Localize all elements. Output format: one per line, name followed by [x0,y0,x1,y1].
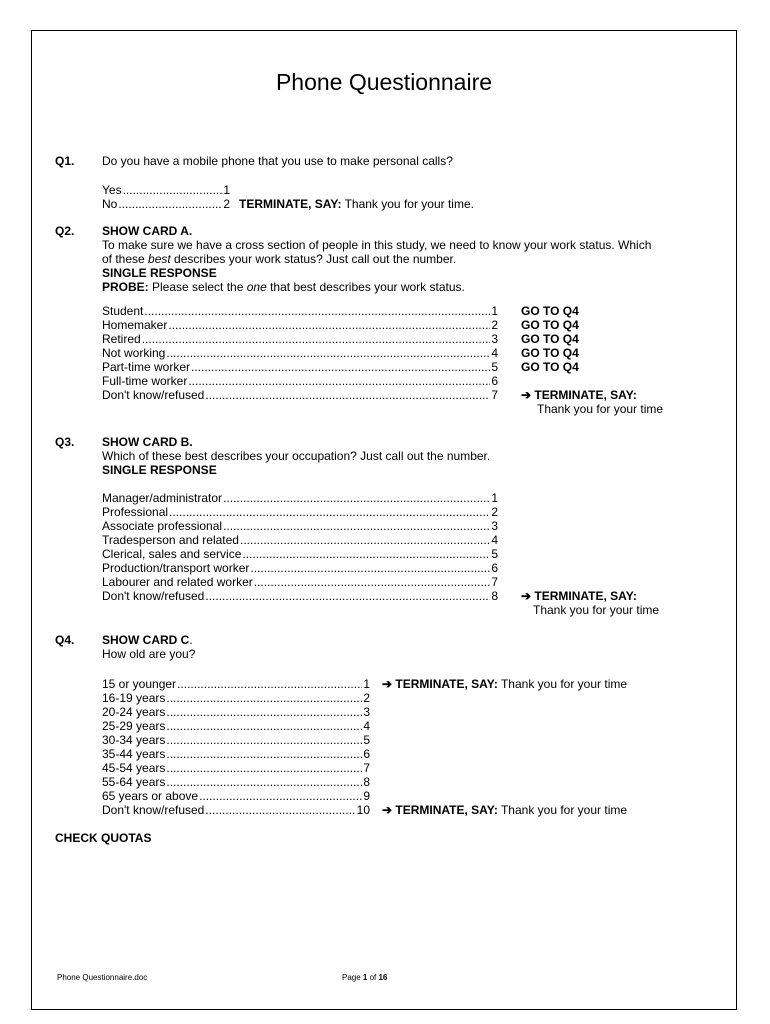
check-quotas-label: CHECK QUOTAS [55,831,152,845]
arrow-right-icon: ➔ [382,677,393,691]
dot-leader [166,719,362,733]
option-label: Yes [102,183,122,197]
option-code: 9 [363,789,370,803]
option-leader [102,561,498,575]
option-code: 6 [491,561,498,575]
option-row [102,491,718,505]
option-code: 8 [363,775,370,789]
option-leader [102,761,370,775]
footer-page-number: Page 1 of 16 [342,973,388,982]
dot-leader [240,533,490,547]
option-label: Don't know/refused [102,803,205,817]
dot-leader [166,705,362,719]
option-code: 6 [363,747,370,761]
option-leader [102,318,498,332]
option-code: 3 [363,705,370,719]
single-response-label: SINGLE RESPONSE [102,463,217,477]
terminate-instruction [521,388,637,402]
option-row [102,761,718,775]
terminate-label: TERMINATE, SAY: [395,677,498,691]
option-leader [102,505,498,519]
dot-leader [205,803,355,817]
question-text: Do you have a mobile phone that you use to make personal calls? [102,154,453,168]
option-label: Homemaker [102,318,168,332]
option-leader [102,705,370,719]
option-code: 1 [223,183,230,197]
option-row [102,547,718,561]
option-leader [102,388,498,402]
question-body [102,154,718,211]
option-label: Student [102,304,144,318]
option-leader [102,374,498,388]
option-leader [102,519,498,533]
dot-leader [205,589,490,603]
show-card-label: SHOW CARD A. [102,224,193,238]
option-code: 7 [363,761,370,775]
option-row [102,775,718,789]
option-label: 16-19 years [102,691,166,705]
option-code: 5 [363,733,370,747]
goto-instruction: GO TO Q4 [521,304,579,318]
option-code: 7 [491,388,498,402]
option-label: 20-24 years [102,705,166,719]
dot-leader [166,733,362,747]
dot-leader [144,304,490,318]
single-response-label: SINGLE RESPONSE [102,266,217,280]
option-label: Full-time worker [102,374,188,388]
option-row [102,705,718,719]
option-leader [102,803,370,817]
option-label: 25-29 years [102,719,166,733]
option-row [102,304,718,318]
option-leader [102,533,498,547]
page-title: Phone Questionnaire [275,69,493,95]
dot-leader [254,575,491,589]
option-leader [102,747,370,761]
option-code: 6 [491,374,498,388]
dot-leader [166,346,490,360]
option-leader [102,775,370,789]
question-number: Q4. [55,633,75,647]
question-text-cont: of these best describes your work status? Just call out the number. [102,252,457,266]
option-code: 2 [363,691,370,705]
option-row [102,589,718,603]
terminate-label: TERMINATE, SAY: [395,803,498,817]
option-code: 1 [363,677,370,691]
option-label: 45-54 years [102,761,166,775]
goto-instruction: GO TO Q4 [521,332,579,346]
option-row [102,677,718,691]
option-row [102,332,718,346]
option-label: Not working [102,346,166,360]
option-row [102,561,718,575]
question-body [102,435,718,617]
option-code: 1 [491,304,498,318]
option-label: Associate professional [102,519,223,533]
option-code: 5 [491,547,498,561]
option-leader [102,677,370,691]
dot-leader [166,775,362,789]
option-code: 2 [491,318,498,332]
option-label: Don't know/refused [102,589,205,603]
option-leader [102,360,498,374]
dot-leader [191,360,490,374]
thanks-text: Thank you for your time [537,402,664,416]
option-leader [102,589,498,603]
option-code: 4 [363,719,370,733]
show-card-label: SHOW CARD C. [102,633,193,647]
arrow-right-icon: ➔ [382,803,393,817]
thanks-text: Thank you for your time [497,803,628,817]
option-leader [102,547,498,561]
option-code: 3 [491,519,498,533]
dot-leader [177,677,362,691]
option-row [102,505,718,519]
option-leader [102,575,498,589]
option-row [102,803,718,817]
option-leader [102,691,370,705]
option-row [102,719,718,733]
terminate-instruction [382,677,627,691]
thanks-text: Thank you for your time [497,677,628,691]
option-row [102,747,718,761]
option-label: Part-time worker [102,360,191,374]
option-row [102,183,718,197]
option-row [102,533,718,547]
option-label: Retired [102,332,141,346]
option-label: Clerical, sales and service [102,547,242,561]
dot-leader [142,332,491,346]
option-label: Don't know/refused [102,388,205,402]
option-label: 35-44 years [102,747,166,761]
option-row [102,691,718,705]
option-label: 55-64 years [102,775,166,789]
option-row [102,346,718,360]
option-code: 1 [491,491,498,505]
terminate-label: TERMINATE, SAY: [534,589,637,603]
goto-instruction: GO TO Q4 [521,346,579,360]
option-leader [102,733,370,747]
goto-instruction: GO TO Q4 [521,318,579,332]
dot-leader [188,374,490,388]
option-label: Labourer and related worker [102,575,253,589]
option-row [102,360,718,374]
show-card-label: SHOW CARD B. [102,435,193,449]
option-code: 4 [491,533,498,547]
dot-leader [169,505,490,519]
dot-leader [223,491,490,505]
option-instruction: TERMINATE, SAY: Thank you for your time. [239,197,474,211]
question-text: Which of these best describes your occupation? Just call out the number. [102,449,491,463]
dot-leader [118,197,222,211]
option-leader [102,789,370,803]
option-leader [102,332,498,346]
document-page [31,30,737,1010]
option-row [102,197,718,211]
option-label: Manager/administrator [102,491,223,505]
option-row [102,519,718,533]
option-code: 3 [491,332,498,346]
option-code: 2 [223,197,230,211]
question-text: How old are you? [102,647,196,661]
dot-leader [242,547,490,561]
option-code: 5 [491,360,498,374]
option-label: No [102,197,118,211]
question-number: Q1. [55,154,75,168]
option-leader [102,719,370,733]
option-row [102,318,718,332]
option-label: 15 or younger [102,677,177,691]
dot-leader [166,747,362,761]
option-row [102,789,718,803]
option-row [102,733,718,747]
option-label: Production/transport worker [102,561,250,575]
option-label: Tradesperson and related [102,533,239,547]
arrow-right-icon: ➔ [521,388,532,402]
option-label: 65 years or above [102,789,199,803]
thanks-text: Thank you for your time [533,603,660,617]
question-text: To make sure we have a cross section of people in this study, we need to know your work status. Which [102,238,652,252]
option-code: 10 [356,803,370,817]
option-row [102,374,718,388]
question-number: Q2. [55,224,75,238]
dot-leader [205,388,490,402]
arrow-right-icon: ➔ [521,589,532,603]
terminate-instruction [521,589,637,603]
question-number: Q3. [55,435,75,449]
dot-leader [250,561,490,575]
question-body [102,633,718,817]
option-code: 4 [491,346,498,360]
option-leader [102,491,498,505]
option-code: 7 [491,575,498,589]
option-leader [102,304,498,318]
terminate-label: TERMINATE, SAY: [534,388,637,402]
option-leader [102,346,498,360]
option-row [102,388,718,402]
goto-instruction: GO TO Q4 [521,360,579,374]
option-label: 30-34 years [102,733,166,747]
option-row [102,575,718,589]
footer-filename: Phone Questionnaire.doc [57,973,148,982]
option-code: 2 [491,505,498,519]
dot-leader [166,691,362,705]
terminate-instruction [382,803,627,817]
dot-leader [166,761,362,775]
probe-instruction: PROBE: Please select the one that best describes your work status. [102,280,465,294]
dot-leader [199,789,362,803]
dot-leader [223,519,490,533]
dot-leader [168,318,490,332]
option-code: 8 [491,589,498,603]
option-label: Professional [102,505,169,519]
dot-leader [123,183,223,197]
question-body [102,224,718,416]
